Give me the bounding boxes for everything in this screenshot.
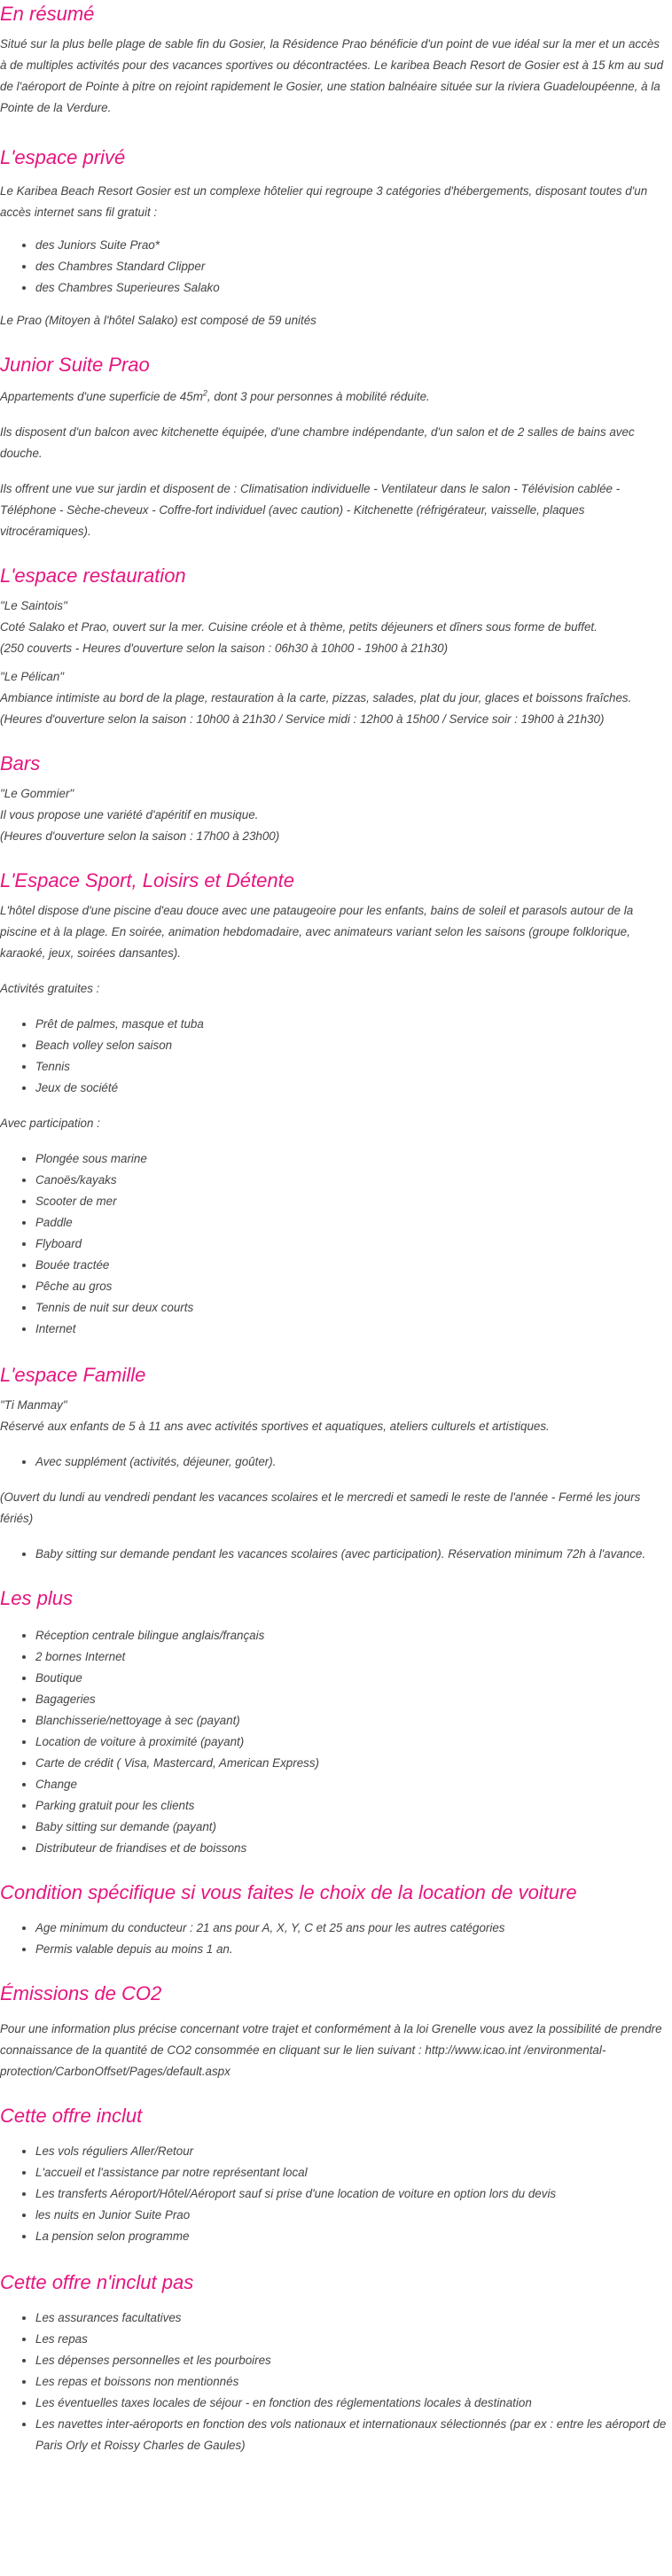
list-item: • Les éventuelles taxes locales de séjour - en fonction des réglementations locales à destination [35,2393,667,2414]
list-item: • Tennis [35,1056,667,1078]
bar-name: "Le Gommier" [0,787,74,800]
famille-schedule: (Ouvert du lundi au vendredi pendant les vacances scolaires et le mercredi et samedi le reste de l'année - Fermé les jours fériés) [0,1490,641,1525]
section-title-restauration: L'espace restauration [0,564,186,587]
list-item: • Les assurances facultatives [35,2308,667,2329]
resume-text: Situé sur la plus belle plage de sable fin du Gosier, la Résidence Prao bénéficie d'un point de vue idéal sur la mer et un accès à de multiples activités pour des vacances sportives ou décontractées. Le karibea Beach Resort de Gosier est à 15 km au sud de l'aéroport de Pointe à pitre on rejoint rapidement le Gosier, une station balnéaire située sur la riviera Guadeloupéenne, à la Pointe de la Verdure. [0,37,664,114]
list-item: • Location de voiture à proximité (payant) [35,1732,667,1753]
famille-club [0,1395,667,1437]
junior-surface-text: Appartements d'une superficie de 45m [0,390,203,403]
co2-text: Pour une information plus précise concernant votre trajet et conformément à la loi Grenelle vous avez la possibilité de prendre connaissance de la quantité de CO2 consommée en cliquant sur le lien suivant : http://www.icao.int /environmental-protection/CarbonOffset/Pages/default.aspx [0,2022,662,2078]
list-item: • Carte de crédit ( Visa, Mastercard, American Express) [35,1753,667,1774]
sport-free-label: Activités gratuites : [0,982,100,995]
section-title-junior: Junior Suite Prao [0,354,150,376]
list-item: • Internet [35,1319,667,1340]
list-item: • Flyboard [35,1234,667,1255]
list-item: • Beach volley selon saison [35,1035,667,1056]
junior-surface [0,386,667,408]
list-item: • Plongée sous marine [35,1148,667,1170]
restaurant-desc: Coté Salako et Prao, ouvert sur la mer. Cuisine créole et à thème, petits déjeuners et dîners sous forme de buffet. [0,620,598,634]
restaurant-saintois [0,595,667,659]
club-name: "Ti Manmay" [0,1398,67,1412]
prive-note: Le Prao (Mitoyen à l'hôtel Salako) est composé de 59 unités [0,314,316,327]
sport-text: L'hôtel dispose d'une piscine d'eau douce avec une pataugeoire pour les enfants, bains de soleil et parasols autour de la piscine et à la plage. En soirée, animation hebdomadaire, avec animateurs variant selon les saisons (groupe folklorique, karaoké, jeux, soirées dansantes). [0,904,634,960]
exclut-list [0,2308,667,2456]
list-item: • Prêt de palmes, masque et tuba [35,1014,667,1035]
list-item: • les nuits en Junior Suite Prao [35,2205,667,2226]
sport-free-list [0,1014,667,1099]
section-title-sport: L'Espace Sport, Loisirs et Détente [0,869,294,891]
list-item: • Les dépenses personnelles et les pourboires [35,2350,667,2371]
list-item: • Boutique [35,1668,667,1689]
list-item: • Baby sitting sur demande (payant) [35,1817,667,1838]
bar-desc: Il vous propose une variété d'apéritif en musique. [0,808,259,821]
list-item: • Tennis de nuit sur deux courts [35,1297,667,1319]
list-item: • Paddle [35,1212,667,1234]
section-title-co2: Émissions de CO2 [0,1982,162,2004]
section-title-prive: L'espace privé [0,146,126,168]
list-item: • Les transferts Aéroport/Hôtel/Aéroport sauf si prise d'une location de voiture en option lors du devis [35,2183,667,2205]
junior-surface-sup: 2 [202,388,207,398]
list-item: • Les vols réguliers Aller/Retour [35,2141,667,2162]
list-item: • Canoës/kayaks [35,1170,667,1191]
list-item: • Scooter de mer [35,1191,667,1212]
junior-balcon: Ils disposent d'un balcon avec kitchenette équipée, d'une chambre indépendante, d'un salon et de 2 salles de bains avec douche. [0,425,635,460]
list-item: • Age minimum du conducteur : 21 ans pour A, X, Y, C et 25 ans pour les autres catégories [35,1918,667,1939]
restaurant-pelican [0,666,667,730]
list-item: • Avec supplément (activités, déjeuner, goûter). [35,1451,667,1473]
bar-hours: (Heures d'ouverture selon la saison : 17h00 à 23h00) [0,829,280,843]
list-item: • Baby sitting sur demande pendant les vacances scolaires (avec participation). Réservation minimum 72h à l'avance. [35,1544,667,1565]
list-item: • Change [35,1774,667,1795]
restaurant-name: "Le Saintois" [0,599,67,612]
section-title-voiture: Condition spécifique si vous faites le choix de la location de voiture [0,1881,577,1903]
list-item: • Bouée tractée [35,1255,667,1276]
prive-list [0,235,667,299]
list-item: • L'accueil et l'assistance par notre représentant local [35,2162,667,2183]
junior-surface-text-end: , dont 3 pour personnes à mobilité réduite. [207,390,430,403]
section-title-exclut: Cette offre n'inclut pas [0,2271,194,2293]
list-item: • Bagageries [35,1689,667,1710]
list-item: • des Juniors Suite Prao* [35,235,667,256]
restaurant-hours: (Heures d'ouverture selon la saison : 10h00 à 21h30 / Service midi : 12h00 à 15h00 / Service soir : 19h00 à 21h30) [0,712,605,726]
list-item: • La pension selon programme [35,2226,667,2247]
list-item: • des Chambres Standard Clipper [35,256,667,277]
list-item: • Parking gratuit pour les clients [35,1795,667,1817]
section-title-inclut: Cette offre inclut [0,2105,143,2127]
list-item: • Permis valable depuis au moins 1 an. [35,1939,667,1960]
club-desc: Réservé aux enfants de 5 à 11 ans avec activités sportives et aquatiques, ateliers culturels et artistiques. [0,1420,550,1433]
section-title-famille: L'espace Famille [0,1364,146,1386]
junior-equipements: Ils offrent une vue sur jardin et disposent de : Climatisation individuelle - Ventilateur dans le salon - Télévision cablée - Téléphone - Sèche-cheveux - Coffre-fort individuel (avec caution) - Kitchenette (réfrigérateur, vaisselle, plaques vitrocéramiques). [0,482,621,538]
famille-list-2 [0,1544,667,1565]
section-title-bars: Bars [0,752,41,774]
plus-list [0,1625,667,1859]
sport-paid-list [0,1148,667,1340]
list-item: • Jeux de société [35,1078,667,1099]
prive-intro: Le Karibea Beach Resort Gosier est un complexe hôtelier qui regroupe 3 catégories d'hébergements, disposant toutes d'un accès internet sans fil gratuit : [0,184,648,219]
section-title-plus: Les plus [0,1587,73,1609]
restaurant-hours: (250 couverts - Heures d'ouverture selon la saison : 06h30 à 10h00 - 19h00 à 21h30) [0,642,449,655]
list-item: • Blanchisserie/nettoyage à sec (payant) [35,1710,667,1732]
list-item: • Les repas [35,2329,667,2350]
restaurant-name: "Le Pélican" [0,670,65,683]
list-item: • Distributeur de friandises et de boissons [35,1838,667,1859]
voiture-list [0,1918,667,1960]
list-item: • Les navettes inter-aéroports en fonction des vols nationaux et internationaux sélectionnés (par ex : entre les aéroport de Paris Orly et Roissy Charles de Gaules) [35,2414,667,2456]
list-item: • Réception centrale bilingue anglais/français [35,1625,667,1646]
sport-paid-label: Avec participation : [0,1117,100,1130]
bar-gommier [0,783,667,847]
list-item: • Les repas et boissons non mentionnés [35,2371,667,2393]
list-item: • Pêche au gros [35,1276,667,1297]
famille-list-1 [0,1451,667,1473]
list-item: • des Chambres Superieures Salako [35,277,667,299]
inclut-list [0,2141,667,2247]
restaurant-desc: Ambiance intimiste au bord de la plage, restauration à la carte, pizzas, salades, plat du jour, glaces et boissons fraîches. [0,691,632,704]
list-item: • 2 bornes Internet [35,1646,667,1668]
section-title-resume: En résumé [0,3,95,25]
